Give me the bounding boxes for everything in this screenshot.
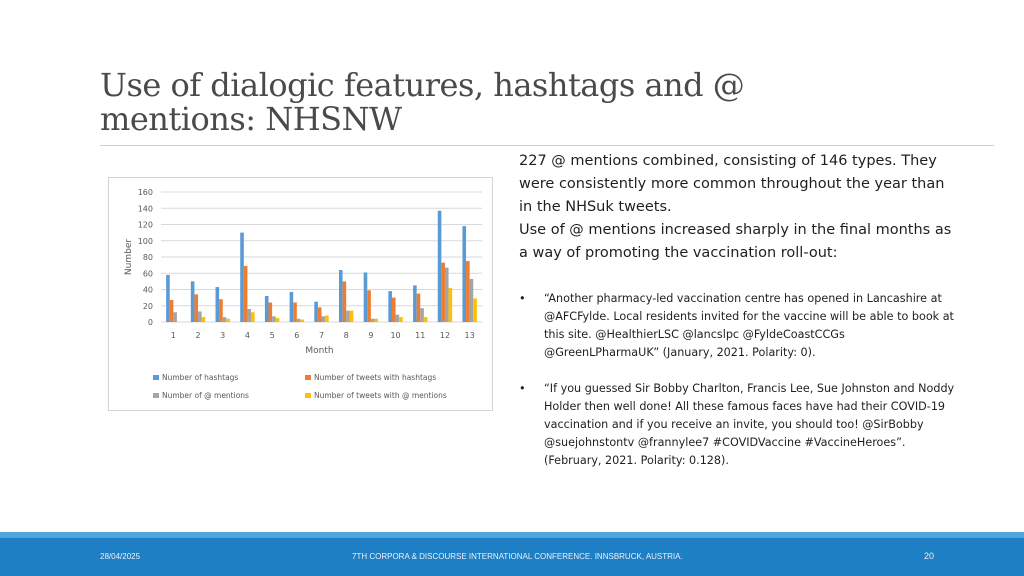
x-tick-label: 7 — [318, 331, 325, 340]
x-tick-label: 5 — [269, 331, 275, 340]
footer-bar — [0, 538, 1024, 576]
bar — [314, 302, 318, 322]
y-tick-label: 40 — [142, 285, 153, 295]
title-divider — [100, 145, 994, 146]
legend-swatch — [305, 375, 311, 380]
bar — [300, 320, 304, 322]
bar — [170, 300, 174, 322]
bar — [293, 303, 297, 323]
bar — [198, 311, 202, 322]
bar — [247, 309, 251, 322]
y-tick-label: 0 — [147, 318, 153, 327]
x-tick-label: 9 — [368, 331, 374, 340]
x-tick-label: 12 — [439, 331, 451, 340]
legend-swatch — [153, 375, 159, 380]
bar — [441, 263, 445, 322]
bar — [244, 266, 248, 322]
x-tick-label: 2 — [195, 331, 201, 340]
y-tick-label: 160 — [137, 188, 153, 197]
footer-date: 28/04/2025 — [100, 552, 141, 561]
legend-swatch — [153, 393, 159, 398]
bar — [449, 288, 453, 322]
bar — [424, 317, 428, 322]
quote-bullet — [519, 380, 959, 470]
intro-paragraph: Use of @ mentions increased sharply in the final months as a way of promoting the vaccination roll-out: — [519, 222, 952, 261]
bar — [371, 319, 375, 322]
bar — [223, 317, 227, 322]
bullet-marker: • — [519, 382, 526, 395]
bar — [272, 316, 276, 322]
intro-text — [519, 150, 959, 265]
bar — [290, 292, 294, 322]
x-tick-label: 6 — [294, 331, 300, 340]
bar — [346, 311, 350, 322]
bar — [396, 315, 400, 322]
quote-bullet — [519, 290, 959, 362]
x-tick-label: 13 — [464, 331, 475, 340]
chart-canvas — [109, 178, 492, 410]
bar — [417, 294, 421, 322]
bar — [420, 308, 424, 322]
quote-text: “Another pharmacy-led vaccination centre has opened in Lancashire at @AFCFylde. Local residents invited for the vaccine will be able to book at this site. @HealthierLSC @lancslpc @FyldeCoastCCGs @GreenLPharmaUK” (January, 2021. Polarity: 0). — [544, 292, 954, 359]
bar — [219, 299, 223, 322]
bar — [343, 281, 347, 322]
bar — [350, 311, 354, 322]
y-tick-label: 80 — [142, 253, 153, 262]
bar — [388, 291, 392, 322]
slide-title: Use of dialogic features, hashtags and @ mentions: NHSNW — [100, 66, 745, 138]
bar — [173, 312, 177, 322]
bar — [194, 294, 198, 322]
bar — [226, 319, 230, 322]
x-tick-label: 4 — [244, 331, 250, 340]
legend-swatch — [305, 393, 311, 398]
bar — [276, 318, 280, 322]
page-number: 20 — [924, 551, 935, 561]
bullet-marker: • — [519, 292, 526, 305]
bar — [318, 307, 322, 322]
legend-label: Number of hashtags — [162, 373, 239, 382]
bar — [466, 261, 470, 322]
bar — [325, 316, 329, 323]
bar — [240, 233, 244, 322]
x-tick-label: 11 — [415, 331, 426, 340]
bar — [438, 211, 442, 322]
footer-conference: 7TH CORPORA & DISCOURSE INTERNATIONAL CONFERENCE. INNSBRUCK, AUSTRIA. — [352, 552, 683, 561]
bar — [392, 298, 396, 322]
x-tick-label: 10 — [390, 331, 401, 340]
bar — [462, 226, 466, 322]
bar — [445, 268, 449, 322]
legend-label: Number of tweets with hashtags — [314, 373, 437, 382]
y-tick-label: 60 — [142, 269, 153, 279]
bar — [251, 312, 255, 322]
y-tick-label: 120 — [137, 220, 153, 230]
bar — [191, 281, 195, 322]
x-tick-label: 3 — [220, 331, 226, 340]
y-tick-label: 100 — [137, 236, 153, 246]
bar — [374, 319, 378, 322]
y-tick-label: 140 — [137, 204, 153, 214]
bar-chart — [108, 177, 493, 411]
bar — [364, 272, 368, 322]
bar — [367, 290, 371, 322]
x-tick-label: 8 — [343, 331, 349, 340]
bar — [216, 287, 220, 322]
x-tick-label: 1 — [170, 331, 176, 340]
bar — [322, 316, 326, 322]
bar — [297, 319, 301, 322]
bar — [202, 317, 206, 322]
quote-list — [519, 290, 959, 488]
bar — [269, 303, 273, 323]
intro-paragraph: 227 @ mentions combined, consisting of 146 types. They were consistently more common throughout the year than in the NHSuk tweets. — [519, 153, 945, 215]
y-axis-label: Number — [124, 238, 134, 276]
bar — [166, 275, 170, 322]
bar — [413, 285, 417, 322]
bar — [265, 296, 269, 322]
y-tick-label: 20 — [142, 301, 153, 311]
bar — [399, 317, 403, 322]
bar — [473, 298, 477, 322]
bar — [339, 270, 343, 322]
x-axis-label: Month — [305, 346, 334, 356]
legend-label: Number of tweets with @ mentions — [314, 391, 447, 400]
quote-text: “If you guessed Sir Bobby Charlton, Francis Lee, Sue Johnston and Noddy Holder then well done! All these famous faces have had their COVID-19 vaccination and if you receive an invite, you should too! @SirBobby @suejohnstontv @frannylee7 #COVIDVaccine #VaccineHeroes”. (February, 2021. Polarity: 0.128). — [544, 382, 955, 467]
bar — [470, 279, 474, 322]
legend-label: Number of @ mentions — [162, 391, 249, 400]
